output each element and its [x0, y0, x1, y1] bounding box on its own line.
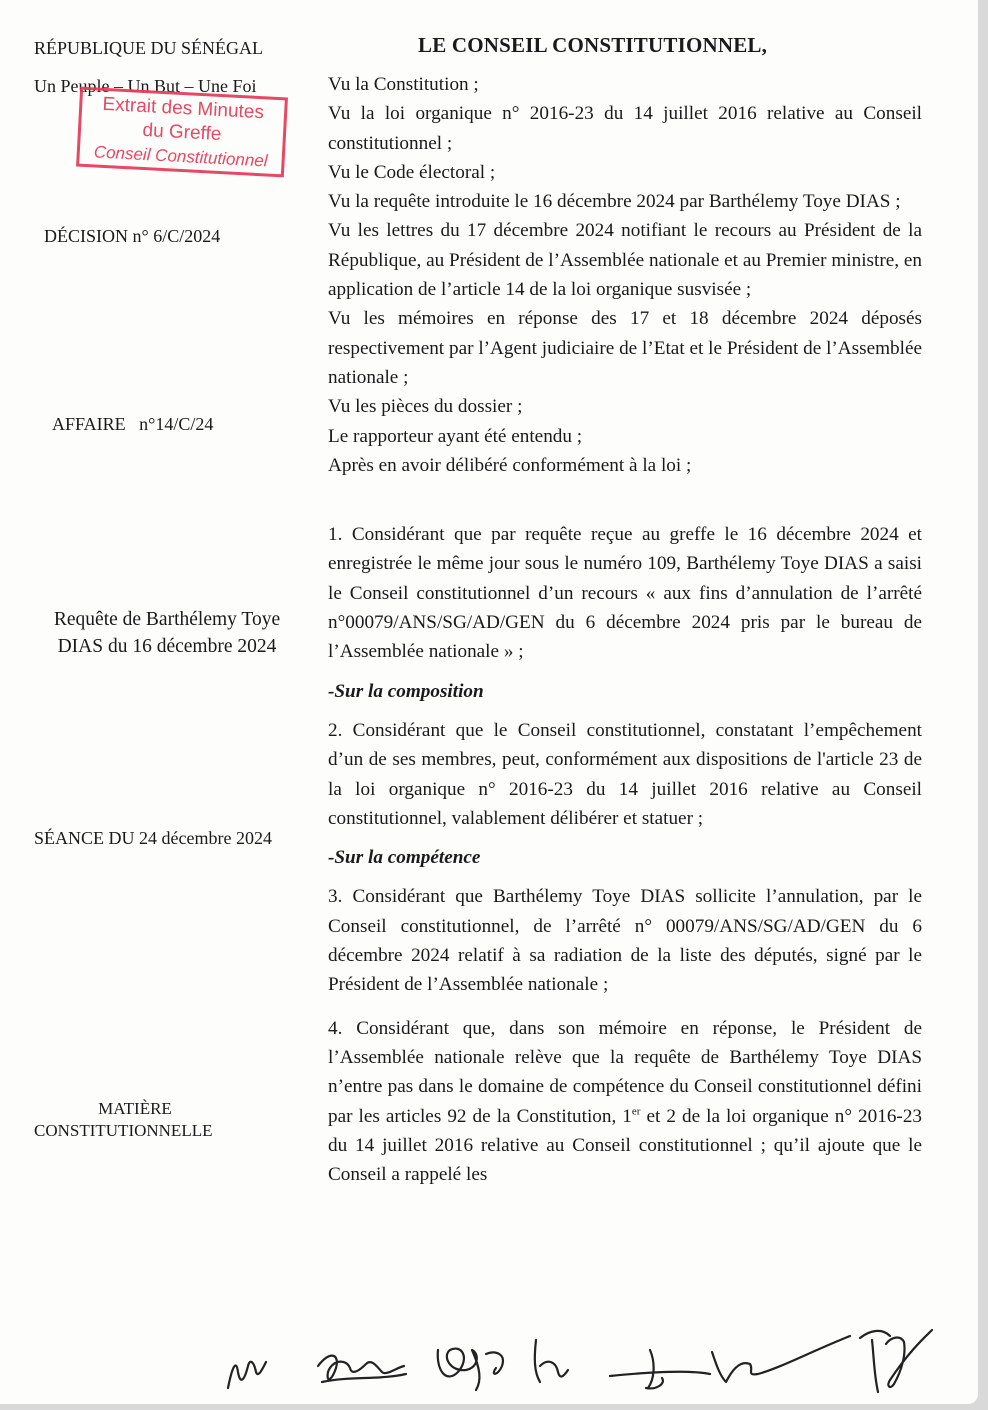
signatures-row — [210, 1310, 950, 1400]
signature-5 — [610, 1350, 710, 1388]
considerant-4-text-a: 4. Considérant que, dans son mémoire en réponse, le Président de l’Assemblée nationale relève que la requête de Barthélemy Toye DIAS n’entre pas dans le domaine de compétence du Conseil constitutionnel défini par les articles 92 de la Constitution, 1 — [328, 1017, 922, 1127]
matiere-label-2: CONSTITUTIONNELLE — [34, 1121, 213, 1140]
considerant-4 — [328, 1014, 922, 1190]
greffe-stamp — [76, 87, 288, 178]
signatures-graphic — [210, 1310, 950, 1400]
signature-4 — [535, 1340, 568, 1382]
visa-item: Vu les pièces du dossier ; — [328, 396, 523, 418]
considerant-4-superscript: er — [631, 1105, 641, 1118]
national-motto: Un Peuple – Un But – Une Foi — [34, 76, 257, 96]
considerant-3: 3. Considérant que Barthélemy Toye DIAS sollicite l’annulation, par le Conseil constitutionnel, de l’arrêté n° 00079/ANS/SG/AD/GEN du 6 décembre 2024 relatif à sa radiation de la liste des députés, signé par le Président de l’Assemblée nationale ; — [328, 886, 922, 996]
main-text-column — [328, 28, 922, 1195]
country-name: RÉPUBLIQUE DU SÉNÉGAL — [34, 38, 263, 58]
signature-3 — [438, 1349, 503, 1390]
decision-number: DÉCISION n° 6/C/2024 — [44, 226, 221, 246]
visa-item: Le rapporteur ayant été entendu ; — [328, 425, 583, 447]
left-margin-column — [0, 0, 312, 1404]
institution-title: LE CONSEIL CONSTITUTIONNEL, — [418, 33, 768, 57]
stamp-line-2: du Greffe — [142, 119, 222, 146]
visa-item: Vu le Code électoral ; — [328, 161, 496, 183]
requete-label-2: DIAS du 16 décembre 2024 — [57, 636, 277, 657]
signature-2 — [318, 1356, 406, 1382]
considerant-4-text-b: et 2 de la loi organique n° 2016-23 du 14 juillet 2016 relative au Conseil constitutionnel ; qu’il ajoute que le Conseil a rappelé les — [328, 1105, 923, 1186]
spacer — [328, 480, 922, 520]
stamp-line-1: Extrait des Minutes — [101, 93, 265, 124]
considerant-1: 1. Considérant que par requête reçue au greffe le 16 décembre 2024 et enregistrée le même jour sous le numéro 109, Barthélemy Toye DIAS a saisi le Conseil constitutionnel d’un recours « aux fins d’annulation de l’arrêté n°00079/ANS/SG/AD/GEN du 6 décembre 2024 pris par le bureau de l’Assemblée nationale » ; — [328, 524, 922, 663]
matiere-label-1: MATIÈRE — [98, 1099, 172, 1118]
visa-item: Après en avoir délibéré conformément à la loi ; — [328, 454, 692, 476]
heading-composition: -Sur la composition — [328, 680, 484, 702]
signature-1 — [228, 1362, 266, 1388]
heading-competence: -Sur la compétence — [328, 847, 481, 869]
affaire-number: AFFAIRE n°14/C/24 — [52, 414, 214, 434]
visa-item: Vu la Constitution ; — [328, 74, 479, 95]
visa-item: Vu la requête introduite le 16 décembre 2024 par Barthélemy Toye DIAS ; — [328, 191, 901, 213]
stamp-line-3: Conseil Constitutionnel — [93, 142, 269, 171]
requete-label-1: Requête de Barthélemy Toye — [53, 609, 281, 630]
considerant-2: 2. Considérant que le Conseil constitutionnel, constatant l’empêchement d’un de ses membres, peut, conformément aux dispositions de l'article 23 de la loi organique n° 2016-23 du 14 juillet 2016 relative au Conseil constitutionnel, valablement délibérer et statuer ; — [328, 719, 922, 829]
visa-item: Vu les mémoires en réponse des 17 et 18 décembre 2024 déposés respectivement par l’Agent judiciaire de l’Etat et le Président de l’Assemblée nationale ; — [328, 308, 922, 388]
signature-6 — [712, 1336, 850, 1382]
seance-date: SÉANCE DU 24 décembre 2024 — [34, 828, 272, 848]
visa-item: Vu les lettres du 17 décembre 2024 notifiant le recours au Président de la République, au Président de l’Assemblée nationale et au Premier ministre, en application de l’article 14 de la loi organique susvisée ; — [328, 220, 922, 301]
signature-7 — [860, 1330, 932, 1392]
visa-item: Vu la loi organique n° 2016-23 du 14 juillet 2016 relative au Conseil constitutionnel ; — [328, 103, 922, 154]
